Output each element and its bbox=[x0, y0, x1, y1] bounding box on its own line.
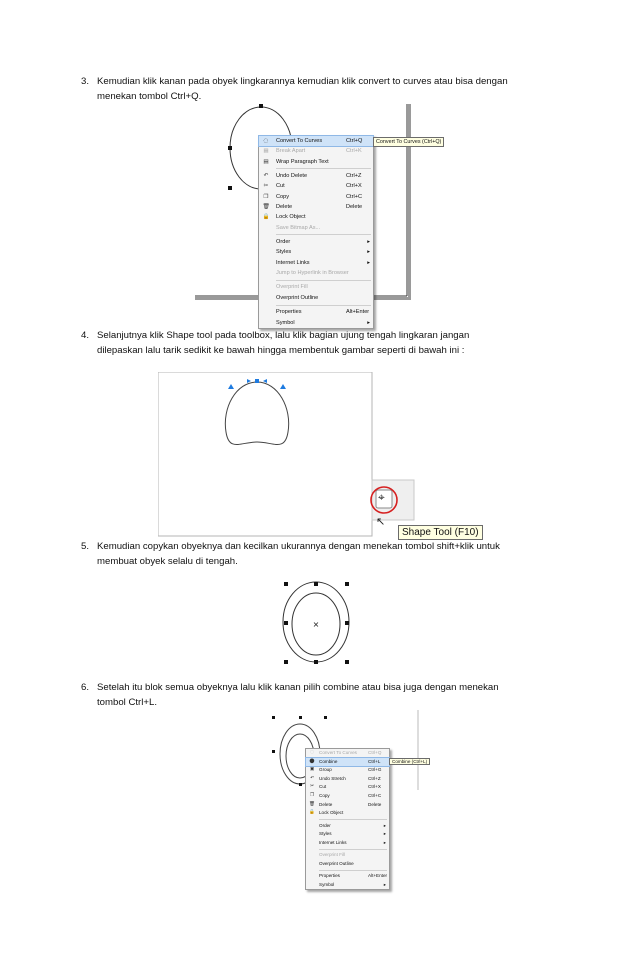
step-text-line: dilepaskan lalu tarik sedikit ke bawah hingga membentuk gambar seperti di bawah ini : bbox=[97, 344, 465, 356]
menu-item-overprint-fill[interactable] bbox=[306, 851, 389, 860]
figure-shape-tool bbox=[158, 372, 488, 542]
menu-item-undo-stretch[interactable] bbox=[306, 775, 389, 784]
selection-handle[interactable] bbox=[272, 716, 275, 719]
menu-item-label: Symbol bbox=[276, 319, 295, 326]
menu-item-label: Break Apart bbox=[276, 148, 306, 155]
step-text-line: Kemudian klik kanan pada obyek lingkarannya kemudian klik convert to curves atau bisa dengan bbox=[97, 76, 508, 87]
menu-item-delete[interactable] bbox=[259, 202, 373, 212]
menu-separator bbox=[319, 849, 387, 850]
menu-item-label: Overprint Fill bbox=[276, 284, 308, 291]
menu-item-shortcut: Ctrl+Z bbox=[368, 775, 381, 781]
canvas-drawing bbox=[158, 372, 488, 542]
menu-item-label: Properties bbox=[319, 873, 340, 879]
menu-separator bbox=[276, 234, 371, 235]
menu-item-label: Cut bbox=[276, 183, 285, 190]
context-menu bbox=[258, 135, 374, 329]
selection-handle[interactable] bbox=[228, 146, 232, 150]
menu-item-delete[interactable] bbox=[306, 801, 389, 810]
menu-item-label: Lock Object bbox=[319, 810, 344, 816]
figure-copy-scale bbox=[280, 578, 352, 668]
menu-item-label: Delete bbox=[319, 801, 333, 807]
step-text-line: membuat obyek selalu di tengah. bbox=[97, 555, 238, 567]
menu-item-combine[interactable] bbox=[306, 758, 389, 767]
selection-handle[interactable] bbox=[345, 621, 349, 625]
menu-item-label: Order bbox=[319, 822, 331, 828]
submenu-arrow-icon: ▸ bbox=[383, 881, 386, 887]
menu-item-break-apart[interactable] bbox=[259, 146, 373, 156]
menu-item-symbol[interactable] bbox=[306, 881, 389, 890]
menu-item-cut[interactable] bbox=[259, 181, 373, 191]
menu-item-styles[interactable] bbox=[259, 247, 373, 257]
undo-icon: ↶ bbox=[263, 173, 269, 180]
submenu-arrow-icon: ▸ bbox=[367, 259, 370, 266]
undo-icon: ↶ bbox=[310, 775, 314, 781]
menu-item-label: Copy bbox=[276, 193, 290, 200]
menu-separator bbox=[276, 280, 371, 281]
menu-item-lock-object[interactable] bbox=[259, 212, 373, 222]
submenu-arrow-icon: ▸ bbox=[367, 319, 370, 326]
selection-handle[interactable] bbox=[259, 104, 263, 108]
svg-text:×: × bbox=[312, 620, 320, 629]
menu-item-label: Delete bbox=[276, 203, 293, 210]
delete-icon: 🗑 bbox=[309, 801, 315, 807]
selection-handle[interactable] bbox=[299, 716, 302, 719]
menu-item-label: Symbol bbox=[319, 881, 335, 887]
menu-item-properties[interactable] bbox=[259, 307, 373, 317]
cut-icon: ✂ bbox=[310, 784, 314, 790]
menu-item-copy[interactable] bbox=[259, 192, 373, 202]
step-3 bbox=[81, 75, 567, 104]
step-4 bbox=[81, 329, 567, 358]
step-5 bbox=[81, 540, 567, 569]
step-text-line: Setelah itu blok semua obyeknya lalu klik kanan pilih combine atau bisa juga dengan menekan bbox=[97, 682, 499, 693]
menu-item-shortcut: Ctrl+Q bbox=[346, 138, 363, 144]
selection-handle[interactable] bbox=[345, 582, 349, 586]
menu-item-label: Lock Object bbox=[276, 214, 306, 221]
combine-tooltip: Combine (Ctrl+L) bbox=[389, 758, 430, 765]
step-text-line: Kemudian copykan obyeknya dan kecilkan ukurannya dengan menekan tombol shift+klik untuk bbox=[97, 541, 500, 552]
step-text-line: tombol Ctrl+L. bbox=[97, 696, 157, 708]
menu-item-label: Overprint Fill bbox=[319, 852, 346, 858]
step-number: 4. bbox=[81, 330, 90, 341]
menu-item-label: Group bbox=[319, 767, 332, 773]
menu-item-wrap-paragraph-text[interactable] bbox=[259, 157, 373, 167]
wrap-text-icon: ▤ bbox=[263, 158, 269, 165]
menu-item-order[interactable] bbox=[306, 822, 389, 831]
menu-item-shortcut: Ctrl+K bbox=[346, 148, 362, 155]
combine-icon: ⬤ bbox=[309, 758, 315, 764]
step-number: 5. bbox=[81, 541, 90, 552]
menu-item-label: Internet Links bbox=[276, 259, 310, 266]
menu-item-shortcut: Alt+Enter bbox=[346, 309, 370, 316]
menu-item-label: Undo Delete bbox=[276, 173, 308, 180]
menu-item-label: Undo Stretch bbox=[319, 775, 346, 781]
menu-item-shortcut: Ctrl+Z bbox=[346, 173, 362, 180]
menu-item-properties[interactable] bbox=[306, 872, 389, 881]
menu-item-internet-links[interactable] bbox=[259, 258, 373, 268]
lock-icon: 🔒 bbox=[309, 810, 315, 816]
menu-item-label: Combine bbox=[319, 758, 338, 764]
step-text-line: menekan tombol Ctrl+Q. bbox=[97, 90, 202, 102]
menu-separator bbox=[319, 870, 387, 871]
menu-item-convert-to-curves[interactable] bbox=[306, 749, 389, 758]
copy-icon: ❐ bbox=[263, 193, 269, 200]
menu-item-group[interactable] bbox=[306, 766, 389, 775]
submenu-arrow-icon: ▸ bbox=[383, 831, 386, 837]
step-number: 6. bbox=[81, 682, 90, 693]
menu-item-label: Styles bbox=[276, 249, 292, 256]
submenu-arrow-icon: ▸ bbox=[367, 239, 370, 246]
selection-handle[interactable] bbox=[272, 750, 275, 753]
selection-handle[interactable] bbox=[314, 582, 318, 586]
menu-item-jump-to-hyperlink-in-browser[interactable] bbox=[259, 268, 373, 278]
step-number: 3. bbox=[81, 76, 90, 87]
shape-tool-icon[interactable]: ⌖ bbox=[378, 490, 385, 504]
menu-item-symbol[interactable] bbox=[259, 318, 373, 328]
menu-item-overprint-outline[interactable] bbox=[306, 860, 389, 869]
menu-item-shortcut: Ctrl+C bbox=[346, 193, 363, 200]
menu-item-shortcut: Delete bbox=[368, 801, 382, 807]
selection-handle[interactable] bbox=[314, 660, 318, 664]
menu-item-label: Save Bitmap As... bbox=[276, 224, 321, 231]
menu-item-order[interactable] bbox=[259, 237, 373, 247]
convert-curves-icon: ◌ bbox=[263, 138, 269, 144]
menu-item-label: Overprint Outline bbox=[319, 860, 354, 866]
step-text-line: Selanjutnya klik Shape tool pada toolbox, lalu klik bagian ujung tengah lingkaran jangan bbox=[97, 330, 470, 341]
lock-icon: 🔒 bbox=[262, 214, 270, 221]
menu-item-shortcut: Ctrl+X bbox=[346, 183, 362, 190]
menu-item-label: Overprint Outline bbox=[276, 294, 319, 301]
selection-handle[interactable] bbox=[284, 660, 288, 664]
menu-item-undo-delete[interactable] bbox=[259, 171, 373, 181]
group-icon: ▣ bbox=[309, 767, 315, 773]
context-menu bbox=[305, 748, 390, 890]
menu-item-overprint-outline[interactable] bbox=[259, 293, 373, 303]
step-6 bbox=[81, 681, 567, 710]
menu-item-internet-links[interactable] bbox=[306, 839, 389, 848]
selection-handle[interactable] bbox=[324, 716, 327, 719]
menu-item-lock-object[interactable] bbox=[306, 809, 389, 818]
submenu-arrow-icon: ▸ bbox=[367, 249, 370, 256]
menu-item-label: Order bbox=[276, 239, 291, 246]
menu-item-label: Convert To Curves bbox=[276, 138, 323, 144]
menu-item-label: Wrap Paragraph Text bbox=[276, 158, 329, 165]
selection-handle[interactable] bbox=[228, 186, 232, 190]
menu-item-save-bitmap-as[interactable] bbox=[259, 223, 373, 233]
menu-item-cut[interactable] bbox=[306, 783, 389, 792]
copy-icon: ❐ bbox=[309, 792, 315, 798]
menu-item-shortcut: Alt+Enter bbox=[368, 873, 388, 879]
convert-curves-icon: ◌ bbox=[309, 750, 314, 755]
menu-item-convert-to-curves[interactable] bbox=[259, 136, 373, 146]
convert-to-curves-tooltip: Convert To Curves (Ctrl+Q) bbox=[373, 137, 444, 147]
selection-handle[interactable] bbox=[284, 621, 288, 625]
menu-item-label: Copy bbox=[319, 792, 330, 798]
break-apart-icon: ▦ bbox=[263, 148, 269, 155]
shape-tool-tooltip: Shape Tool (F10) bbox=[398, 525, 483, 540]
menu-item-shortcut: Ctrl+Q bbox=[368, 750, 382, 755]
menu-separator bbox=[276, 168, 371, 169]
menu-item-copy[interactable] bbox=[306, 792, 389, 801]
menu-item-shortcut: Ctrl+X bbox=[368, 784, 381, 790]
menu-item-label: Internet Links bbox=[319, 839, 347, 845]
menu-separator bbox=[319, 819, 387, 820]
menu-separator bbox=[276, 305, 371, 306]
menu-item-shortcut: Ctrl+G bbox=[368, 767, 382, 773]
menu-item-label: Properties bbox=[276, 309, 302, 316]
submenu-arrow-icon: ▸ bbox=[383, 822, 386, 828]
menu-item-shortcut: Ctrl+L bbox=[368, 758, 381, 764]
menu-item-styles[interactable] bbox=[306, 830, 389, 839]
selection-handle[interactable] bbox=[345, 660, 349, 664]
menu-item-overprint-fill[interactable] bbox=[259, 282, 373, 292]
menu-item-label: Convert To Curves bbox=[319, 750, 357, 755]
menu-item-shortcut: Ctrl+C bbox=[368, 792, 382, 798]
menu-item-shortcut: Delete bbox=[346, 203, 363, 210]
menu-item-label: Cut bbox=[319, 784, 327, 790]
cut-icon: ✂ bbox=[263, 183, 269, 190]
selection-handle[interactable] bbox=[284, 582, 288, 586]
selection-handle[interactable] bbox=[299, 783, 302, 786]
delete-icon: 🗑 bbox=[262, 203, 270, 210]
menu-item-label: Jump to Hyperlink in Browser bbox=[276, 269, 349, 276]
submenu-arrow-icon: ▸ bbox=[383, 839, 386, 845]
menu-item-label: Styles bbox=[319, 831, 332, 837]
cursor-icon: ↖ bbox=[376, 515, 386, 528]
canvas-drawing bbox=[280, 578, 352, 668]
